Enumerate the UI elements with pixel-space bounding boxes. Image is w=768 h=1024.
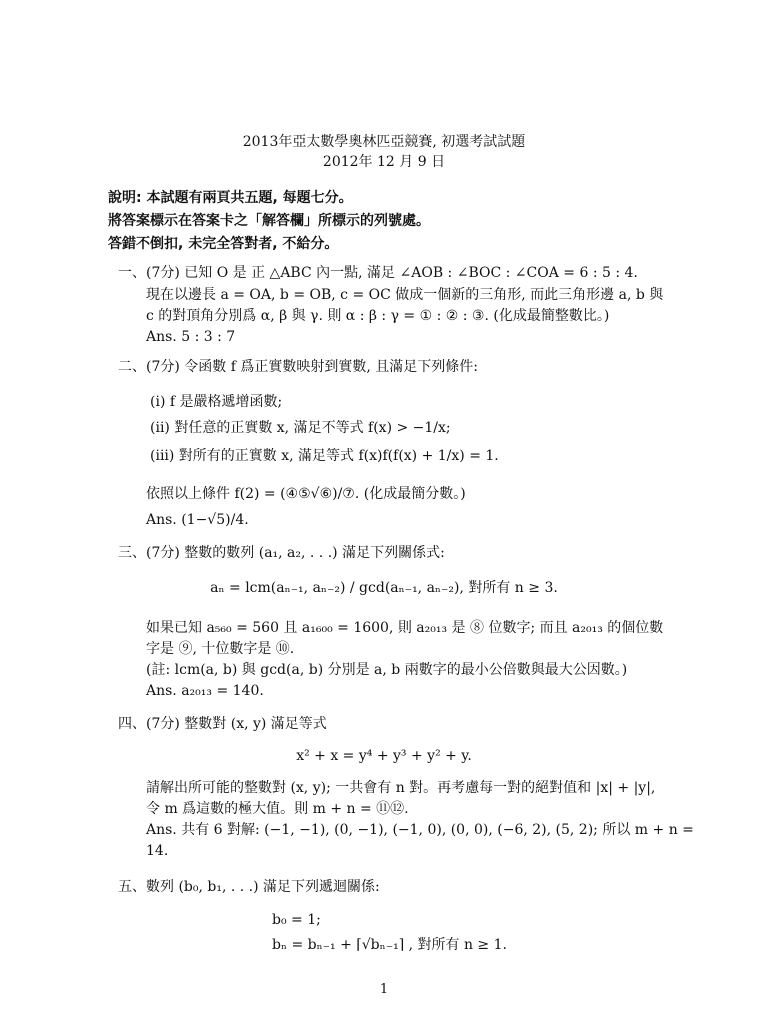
problem-3-line-3: 字是 ⑨, 十位數字是 ⑩. (146, 641, 295, 657)
problem-3-note: (註: lcm(a, b) 與 gcd(a, b) 分別是 a, b 兩數字的最小公倍數與最大公因數。) (146, 662, 628, 678)
problem-1-line-1: (7分) 已知 O 是 正 △ABC 內一點, 滿足 ∠AOB : ∠BOC : ∠COA = 6 : 5 : 4. (146, 265, 638, 281)
problem-4-answer-cont: 14. (146, 843, 169, 859)
problem-3-label: 三、 (118, 545, 146, 561)
instruction-line-1: 說明: 本試題有兩頁共五題, 每題七分。 (108, 190, 353, 206)
problem-3-formula: aₙ = lcm(aₙ₋₁, aₙ₋₂) / gcd(aₙ₋₁, aₙ₋₂), 對所有 n ≥ 3. (210, 580, 558, 596)
problem-1-line-2: 現在以邊長 a = OA, b = OB, c = OC 做成一個新的三角形, 而此三角形邊 a, b 與 (146, 287, 664, 303)
problem-4-equation: x² + x = y⁴ + y³ + y² + y. (296, 748, 472, 764)
page-number: 1 (379, 982, 389, 997)
problem-2-condition-3: (iii) 對所有的正實數 x, 滿足等式 f(x)f(f(x) + 1/x) = 1. (150, 448, 499, 464)
problem-3-line-2: 如果已知 a₅₆₀ = 560 且 a₁₆₀₀ = 1600, 則 a₂₀₁₃ 是 ⑧ 位數字; 而且 a₂₀₁₃ 的個位數 (146, 620, 664, 636)
problem-1-line-3: c 的對頂角分別爲 α, β 與 γ. 則 α : β : γ = ① : ② : ③. (化成最簡整數比。) (146, 308, 610, 324)
problem-1-answer: Ans. 5 : 3 : 7 (146, 329, 236, 345)
problem-2-line-1: (7分) 令函數 f 爲正實數映射到實數, 且滿足下列條件: (146, 359, 478, 375)
problem-4-line-3: 令 m 爲這數的極大值。則 m + n = ⑪⑫. (146, 801, 409, 817)
problem-5-recurrence-1: b₀ = 1; (272, 912, 321, 928)
problem-3-line-1: (7分) 整數的數列 (a₁, a₂, . . .) 滿足下列關係式: (146, 545, 445, 561)
problem-5-line-1: 數列 (b₀, b₁, . . .) 滿足下列遞迴關係: (146, 879, 380, 895)
instruction-line-3: 答錯不倒扣, 未完全答對者, 不給分。 (108, 236, 339, 252)
problem-3-answer: Ans. a₂₀₁₃ = 140. (146, 683, 264, 699)
exam-date: 2012年 12 月 9 日 (322, 154, 446, 170)
problem-5-recurrence-2: bₙ = bₙ₋₁ + ⌈√bₙ₋₁⌉ , 對所有 n ≥ 1. (272, 937, 507, 953)
problem-4-line-2: 請解出所可能的整數對 (x, y); 一共會有 n 對。再考慮每一對的絕對值和 |x| + |y|, (146, 780, 656, 796)
problem-2-condition-1: (i) f 是嚴格遞增函數; (150, 394, 283, 410)
problem-4-answer: Ans. 共有 6 對解: (−1, −1), (0, −1), (−1, 0), (0, 0), (−6, 2), (5, 2); 所以 m + n = (146, 822, 694, 838)
problem-1-label: 一、 (118, 265, 146, 281)
exam-title: 2013年亞太數學奧林匹亞競賽, 初選考試試題 (242, 134, 526, 150)
problem-2-label: 二、 (118, 359, 146, 375)
problem-2-answer: Ans. (1−√5)/4. (146, 512, 249, 528)
problem-5-label: 五、 (118, 879, 146, 895)
problem-2-condition-2: (ii) 對任意的正實數 x, 滿足不等式 f(x) > −1/x; (150, 420, 451, 436)
problem-2-question: 依照以上條件 f(2) = (④⑤√⑥)/⑦. (化成最簡分數。) (146, 486, 466, 502)
problem-4-line-1: (7分) 整數對 (x, y) 滿足等式 (146, 716, 327, 732)
problem-4-label: 四、 (118, 716, 146, 732)
instruction-line-2: 將答案標示在答案卡之「解答欄」所標示的列號處。 (108, 213, 430, 229)
